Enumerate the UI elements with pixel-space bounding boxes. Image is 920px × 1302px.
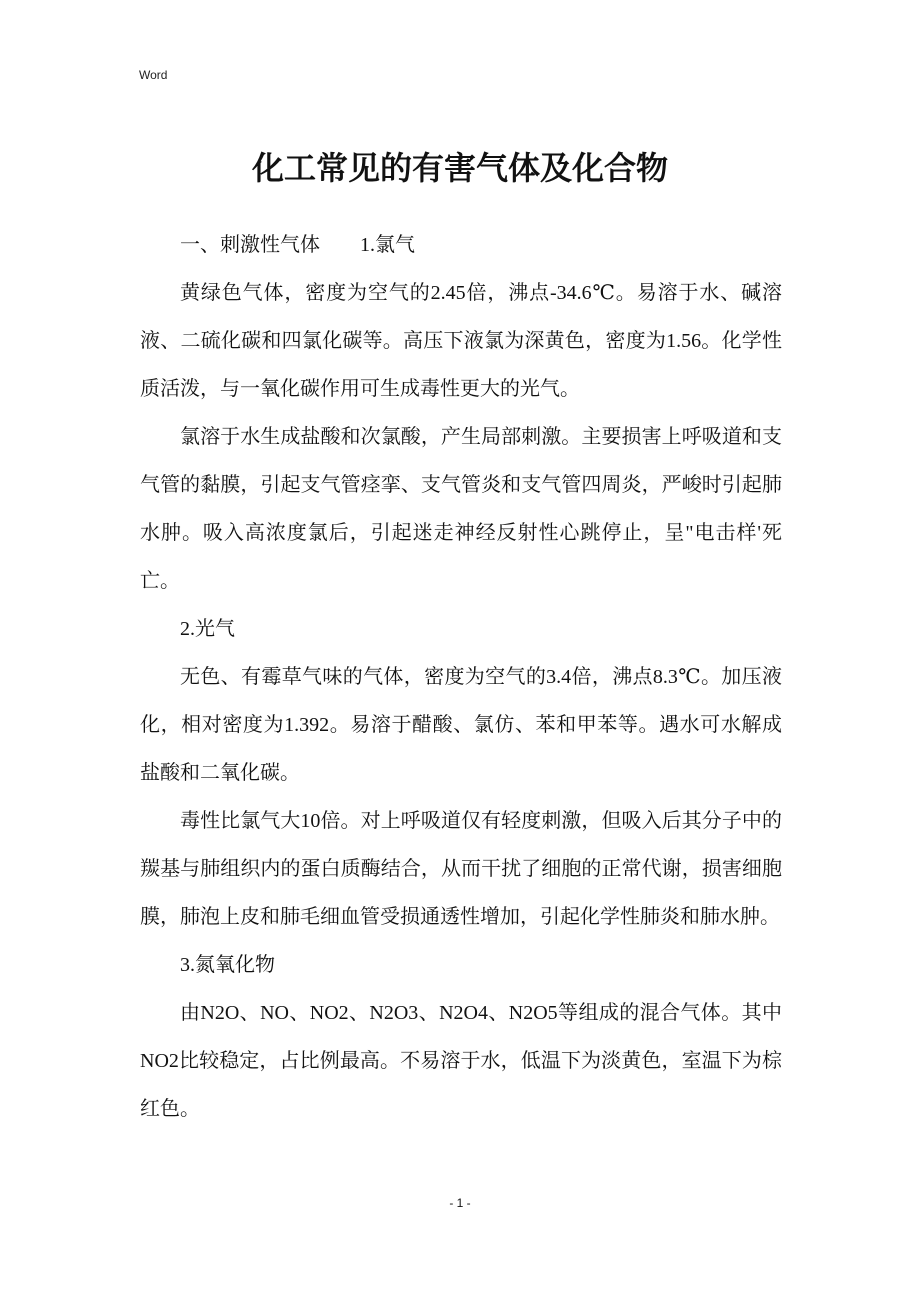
paragraph: 由N2O、NO、NO2、N2O3、N2O4、N2O5等组成的混合气体。其中NO2比较稳定，占比例最高。不易溶于水，低温下为淡黄色，室温下为棕红色。 [140,1002,782,1120]
page-number: - 1 - [449,1196,471,1210]
paragraph: 氯溶于水生成盐酸和次氯酸，产生局部刺激。主要损害上呼吸道和支气管的黏膜，引起支气管痉挛、支气管炎和支气管四周炎，严峻时引起肺水肿。吸入高浓度氯后，引起迷走神经反射性心跳停止，呈"电击样'死亡。 [140,426,782,592]
paragraph: 毒性比氯气大10倍。对上呼吸道仅有轻度刺激，但吸入后其分子中的羰基与肺组织内的蛋白质酶结合，从而干扰了细胞的正常代谢，损害细胞膜，肺泡上皮和肺毛细血管受损通透性增加，引起化学性肺炎和肺水肿。 [140,810,782,928]
subheading: 2.光气 [180,618,235,640]
document-title: 化工常见的有害气体及化合物 [251,150,668,186]
paragraph: 黄绿色气体，密度为空气的2.45倍，沸点-34.6℃。易溶于水、碱溶液、二硫化碳和四氯化碳等。高压下液氯为深黄色，密度为1.56。化学性质活泼，与一氧化碳作用可生成毒性更大的光气。 [140,282,782,400]
page-header: Word [139,68,168,82]
section-heading: 一、刺激性气体 1.氯气 [180,234,415,256]
document-body [140,221,782,1133]
paragraph: 无色、有霉草气味的气体，密度为空气的3.4倍，沸点8.3℃。加压液化，相对密度为1.392。易溶于醋酸、氯仿、苯和甲苯等。遇水可水解成盐酸和二氧化碳。 [140,666,782,784]
subheading: 3.氮氧化物 [180,954,275,976]
